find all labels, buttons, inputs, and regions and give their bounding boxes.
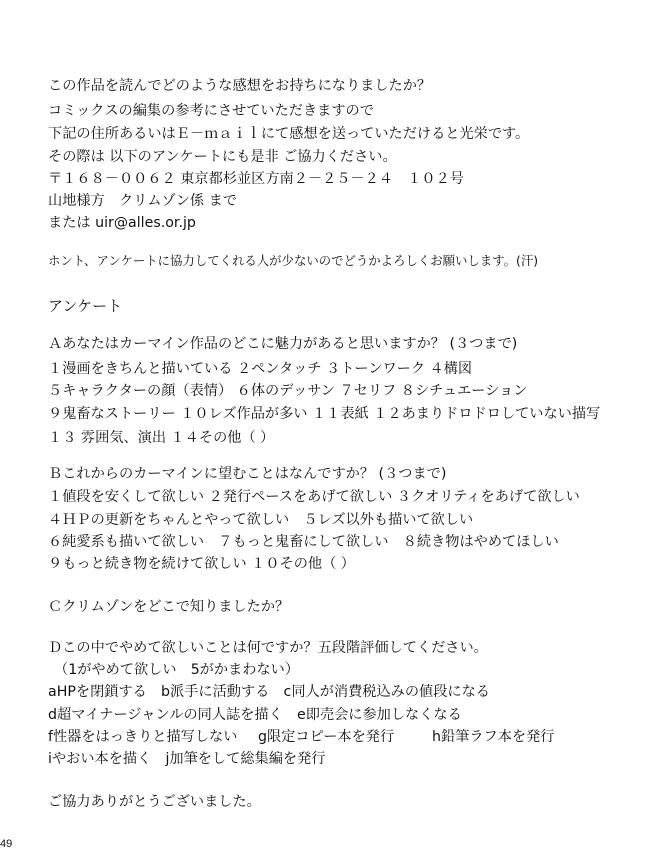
- intro-line-3: 下記の住所あるいはＥ－ｍａｉｌにて感想を送っていただけると光栄です。: [48, 126, 530, 142]
- question-a-options-3: ９鬼畜なストーリー １０レズ作品が多い １１表紙 １２あまりドロドロしていない描写: [48, 406, 601, 422]
- question-d-scale: （1がやめて欲しい 5がかまわない）: [54, 662, 300, 678]
- intro-line-2: コミックスの編集の参考にさせていただきますので: [48, 103, 374, 119]
- contact-email: または uir@alles.or.jp: [48, 215, 196, 231]
- question-d-options-1: aHPを閉鎖する b派手に活動する c同人が消費税込みの値段になる: [48, 684, 490, 700]
- question-b-options-1: １値段を安くして欲しい ２発行ペースをあげて欲しい ３クオリティをあげて欲しい: [48, 489, 580, 505]
- postal-address: 〒１６８－００６２ 東京都杉並区方南２－２５－２４ １０２号: [48, 171, 464, 187]
- question-b-options-3: ６純愛系も描いて欲しい ７もっと鬼畜にして欲しい ８続き物はやめてほしい: [48, 534, 559, 550]
- question-a-options-4: １３ 雰囲気、演出 １４その他（ ）: [48, 430, 275, 446]
- question-b-options-2: ４ＨＰの更新をちゃんとやって欲しい ５レズ以外も描いて欲しい: [48, 512, 474, 528]
- survey-heading: アンケート: [48, 297, 123, 315]
- closing-message: ご協力ありがとうございました。: [48, 794, 261, 810]
- question-b-options-4: ９もっと続き物を続けて欲しい １０その他（ ）: [48, 556, 355, 572]
- question-a: Ａあなたはカーマイン作品のどこに魅力があると思いますか？ (３つまで): [48, 336, 518, 352]
- address-attention: 山地様方 クリムゾン係 まで: [48, 193, 237, 209]
- option-h: h鉛筆ラフ本を発行: [432, 729, 555, 745]
- question-d-options-2: d超マイナージャンルの同人誌を描く e即売会に参加しなくなる: [48, 707, 462, 723]
- page-number: 49: [0, 838, 13, 850]
- request-note: ホント、アンケートに協力してくれる人が少ないのでどうかよろしくお願いします。(汗): [48, 253, 539, 268]
- question-c: Ｃクリムゾンをどこで知りましたか？: [48, 599, 290, 615]
- question-a-options-2: ５キャラクターの顔（表情） ６体のデッサン ７セリフ ８シチュエーション: [48, 383, 528, 399]
- option-g: g限定コピー本を発行: [258, 729, 395, 745]
- question-d: Ｄこの中でやめて欲しいことは何ですか？五段階評価してください。: [48, 640, 488, 656]
- option-f: f性器をはっきりと描写しない: [48, 729, 238, 745]
- intro-line-1: この作品を読んでどのような感想をお持ちになりましたか？: [48, 78, 432, 94]
- question-d-options-4: iやおい本を描く j加筆をして総集編を発行: [48, 751, 326, 767]
- intro-line-4: その際は 以下のアンケートにも是非 ご協力ください。: [48, 149, 397, 165]
- question-b: Ｂこれからのカーマインに望むことはなんですか？ (３つまで): [48, 466, 447, 482]
- question-a-options-1: １漫画をきちんと描いている ２ペンタッチ ３トーンワーク ４構図: [48, 361, 473, 377]
